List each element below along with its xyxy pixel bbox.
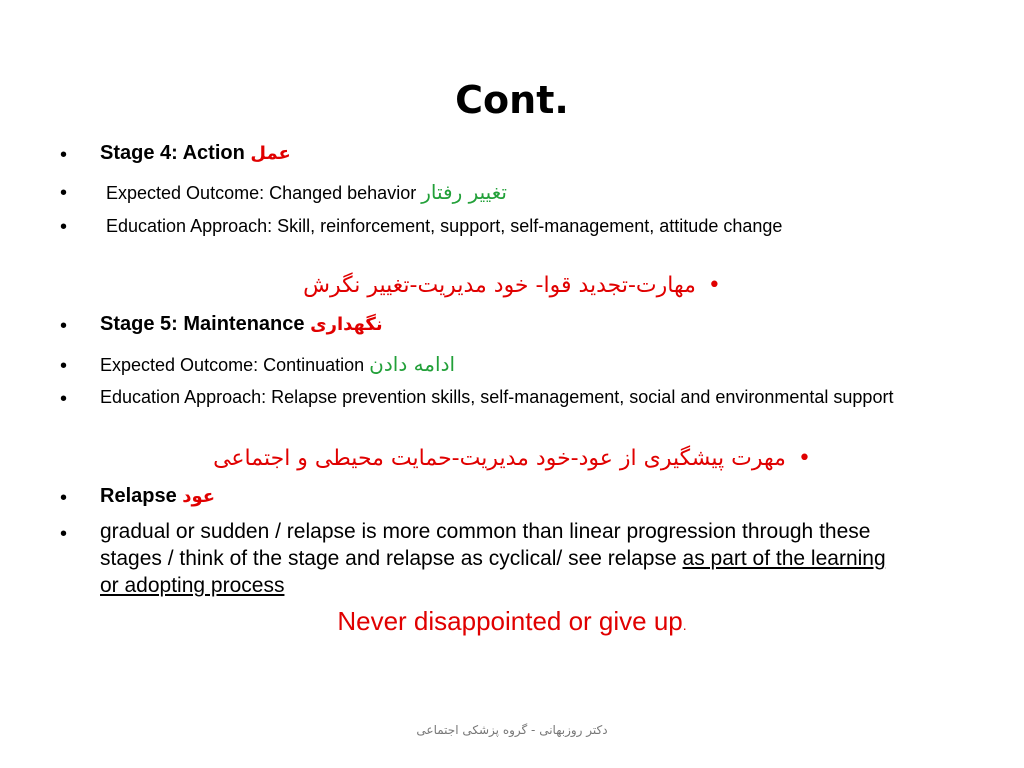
bullet: • <box>797 446 811 471</box>
stage5-heading <box>100 312 940 337</box>
stage5-heading-persian: نگهداری <box>310 314 383 335</box>
stage4-approach-persian: مهارت-تجدید قوا- خود مدیریت-تغییر نگرش <box>303 273 696 298</box>
stage5-approach <box>100 385 910 409</box>
stage5-approach-text: Education Approach: Relapse prevention skills, self-management, social and environmental support <box>100 387 894 407</box>
relapse-heading-text: Relapse <box>100 485 177 507</box>
stage4-approach-text: Education Approach: Skill, reinforcement, support, self-management, attitude change <box>106 216 783 236</box>
relapse-text-underlined: as part of the learning or adopting process <box>100 547 886 597</box>
closing-text: Never disappointed or give up <box>337 606 683 636</box>
bullet: • <box>60 388 68 410</box>
stage5-outcome-text: Expected Outcome: Continuation <box>100 355 365 375</box>
relapse-description <box>100 518 900 599</box>
slide-footer: دکتر روزبهانی - گروه پزشکی اجتماعی <box>416 723 608 737</box>
closing-line <box>0 606 1024 637</box>
bullet: • <box>60 216 68 238</box>
stage4-outcome-persian: تغییر رفتار <box>421 180 507 204</box>
bullet: • <box>60 487 68 509</box>
stage5-approach-persian: مهرت پیشگیری از عود-خود مدیریت-حمایت محیطی و اجتماعی <box>213 446 786 471</box>
bullet: • <box>60 315 68 337</box>
relapse-heading-persian: عود <box>182 486 216 507</box>
bullet: • <box>60 523 68 545</box>
stage4-approach-persian-line <box>0 273 1024 298</box>
stage5-approach-persian-line <box>0 446 1024 471</box>
bullet: • <box>60 182 68 204</box>
bullet: • <box>60 355 68 377</box>
bullet: • <box>60 144 68 166</box>
stage5-outcome <box>100 352 940 377</box>
relapse-heading <box>100 484 940 509</box>
stage4-heading-persian: عمل <box>250 143 291 164</box>
closing-period: . <box>682 617 687 633</box>
stage4-outcome <box>106 180 946 205</box>
slide-title: Cont. <box>455 78 569 122</box>
stage5-heading-text: Stage 5: Maintenance <box>100 313 305 335</box>
stage5-outcome-persian: ادامه دادن <box>369 352 456 376</box>
bullet: • <box>707 273 721 298</box>
stage4-outcome-text: Expected Outcome: Changed behavior <box>106 183 417 203</box>
stage4-heading <box>100 141 940 166</box>
stage4-approach <box>100 214 930 238</box>
relapse-text: gradual or sudden / relapse is more common than linear progression through these stages / think of the stage and relapse as cyclical/ see relapse <box>100 520 871 570</box>
stage4-heading-text: Stage 4: Action <box>100 142 245 164</box>
